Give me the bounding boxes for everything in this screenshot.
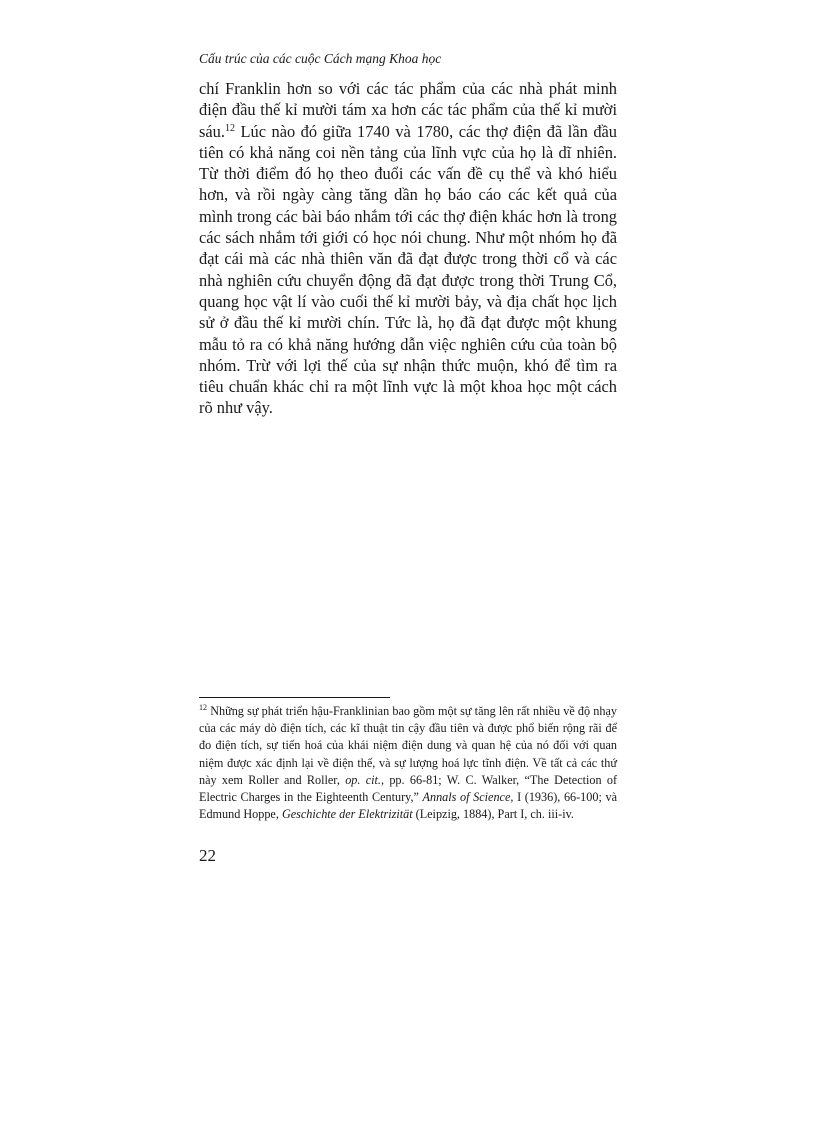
body-text-after-ref: Lúc nào đó giữa 1740 và 1780, các thợ điện đã lần đầu tiên có khả năng coi nền tảng của lĩnh vực của họ là dĩ nhiên. Từ thời điểm đó họ theo đuổi các vấn đề cụ thể và khó hiểu hơn, và rồi ngày càng tăng dần họ báo cáo các kết quả của mình trong các bài báo nhắm tới các thợ điện khác hơn là trong các sách nhắm tới giới có học nói chung. Như một nhóm họ đã đạt cái mà các nhà thiên văn đã đạt được trong thời cổ và các nhà nghiên cứu chuyển động đã đạt được trong thời Trung Cổ, quang học vật lí vào cuối thế kỉ mười bảy, và địa chất học lịch sử ở đầu thế kỉ mười chín. Tức là, họ đã đạt được một khung mẫu tỏ ra có khả năng hướng dẫn việc nghiên cứu của toàn bộ nhóm. Trừ với lợi thế của sự nhận thức muộn, khó để tìm ra tiêu chuẩn khác chỉ ra một lĩnh vực là một khoa học một cách rõ như vậy. [199,121,617,418]
running-header: Cấu trúc của các cuộc Cách mạng Khoa học [199,51,442,66]
footnote-reference: 12 [224,122,235,134]
footnote [199,703,617,823]
footnote-number: 12 [199,703,207,712]
body-text-before-ref: chí Franklin hơn so với các tác phẩm của các nhà phát minh điện đầu thế kỉ mười tám xa hơn các tác phẩm của thế kỉ mười sáu. [199,79,617,141]
footnote-italic-book: Geschichte der Elektrizität [281,807,413,822]
body-paragraph [199,78,617,419]
footnote-italic-journal: Annals of Science [422,790,511,805]
page-number: 22 [199,846,216,865]
footnote-text-3: , I (1936), 66-100; và Edmund Hoppe, [199,790,617,822]
footnote-divider [199,697,390,698]
footnote-italic-op-cit: op. cit. [345,772,381,787]
footnote-text-2: , pp. 66-81; W. C. Walker, “The Detection of Electric Charges in the Eighteenth Century,” [199,772,618,805]
footnote-text-1: Những sự phát triển hậu-Franklinian bao gồm một sự tăng lên rất nhiều về độ nhạy của các máy dò điện tích, các kĩ thuật tin cậy đầu tiên và được phổ biến rộng rãi để đo điện tích, sự tiến hoá của khái niệm điện dung và quan hệ của nó đối với quan niệm được xác định lại về điện thế, và sự lượng hoá lực tĩnh điện. Về tất cả các thứ này xem Roller and Roller, [199,704,617,787]
footnote-text-4: (Leipzig, 1884), Part I, ch. iii-iv. [415,807,574,822]
